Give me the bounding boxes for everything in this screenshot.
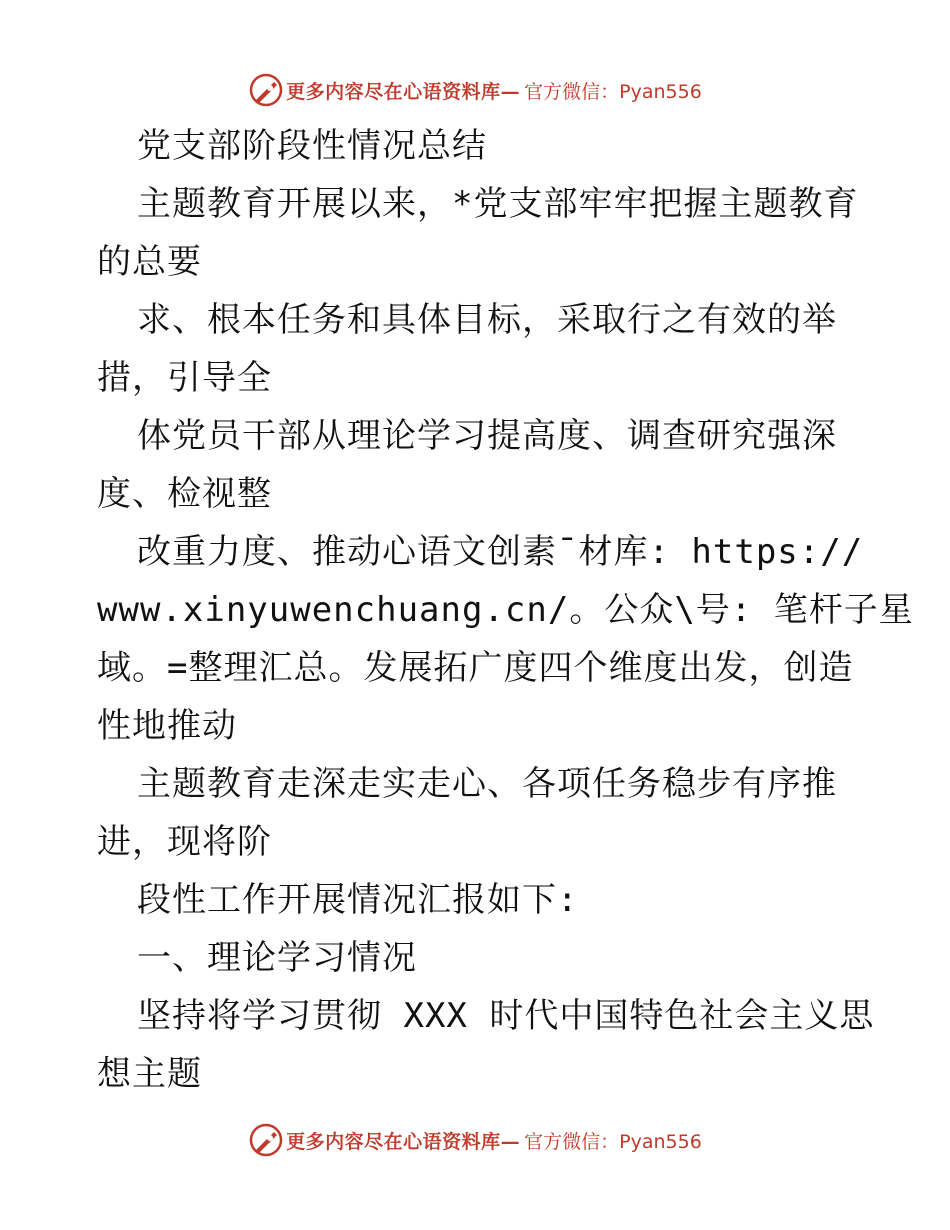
quill-logo-icon (248, 72, 284, 108)
section-heading: 一、理论学习情况 (137, 938, 417, 978)
quill-logo-icon (248, 1122, 284, 1158)
paragraph-line: 主题教育走深走实走心、各项任务稳步有序推 (137, 764, 837, 804)
paragraph-line: 域。=整理汇总。发展拓广度四个维度出发，创造 (97, 648, 854, 688)
paragraph-line: 进，现将阶 (97, 822, 272, 862)
paragraph-line: 想主题 (97, 1054, 202, 1094)
paragraph-line: 措，引导全 (97, 358, 272, 398)
header-banner (0, 70, 950, 110)
paragraph-line: 度、检视整 (97, 474, 272, 514)
doc-title: 党支部阶段性情况总结 (137, 126, 487, 166)
banner-title: 更多内容尽在心语资料库— (286, 80, 521, 103)
banner-title: 更多内容尽在心语资料库— (286, 1130, 521, 1153)
paragraph-line: 段性工作开展情况汇报如下: (137, 880, 579, 920)
paragraph-line: www.xinyuwenchuang.cn/。公众\号: 笔杆子星 (97, 590, 914, 630)
paragraph-line: 改重力度、推动心语文创素¯材库: https:// (137, 532, 864, 572)
footer-banner (0, 1120, 950, 1160)
banner-contact: 官方微信：Pyan556 (524, 1130, 702, 1153)
paragraph-line: 体党员干部从理论学习提高度、调查研究强深 (137, 416, 837, 456)
banner-contact: 官方微信：Pyan556 (524, 80, 702, 103)
paragraph-line: 的总要 (97, 242, 202, 282)
paragraph-line: 性地推动 (97, 706, 237, 746)
paragraph-line: 坚持将学习贯彻 XXX 时代中国特色社会主义思 (137, 996, 875, 1036)
document-body (97, 117, 914, 1103)
paragraph-line: 求、根本任务和具体目标，采取行之有效的举 (137, 300, 837, 340)
paragraph-line: 主题教育开展以来，*党支部牢牢把握主题教育 (137, 184, 859, 224)
